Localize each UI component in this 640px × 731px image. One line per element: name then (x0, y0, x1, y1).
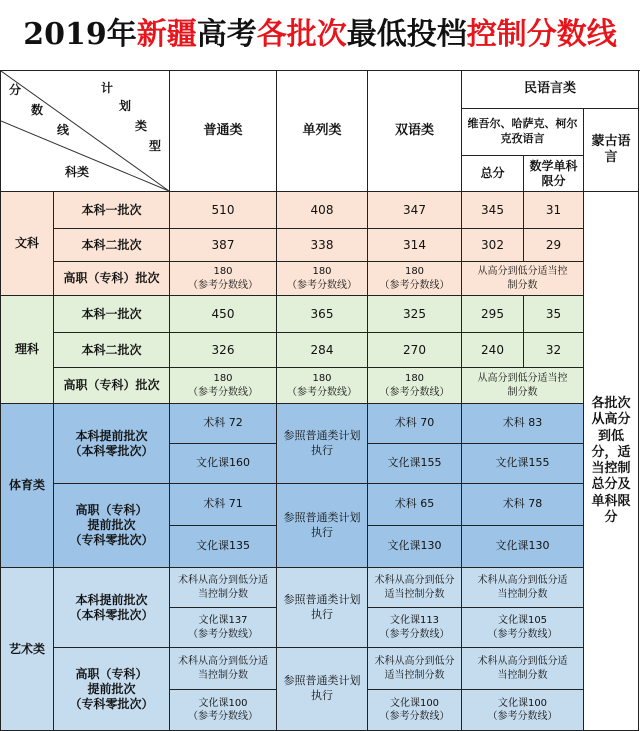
tiyu-gz-shuangyu-shuke: 术科 65 (368, 484, 462, 526)
yishu-gz-minyu-shuke: 术科从高分到低分适当控制分数 (462, 648, 584, 690)
yishu-batch-gz: 高职（专科） 提前批次 （专科零批次） (54, 648, 170, 731)
wenke-b1-shuxue: 31 (524, 192, 584, 229)
yishu-tq-shuangyu-wenhua: 文化课113 （参考分数线） (368, 608, 462, 648)
like-b2-shuxue: 32 (524, 333, 584, 368)
yishu-gz-danlie: 参照普通类计划执行 (277, 648, 368, 731)
title-batches: 各批次 (256, 17, 347, 52)
tiyu-batch-gz: 高职（专科） 提前批次 （专科零批次） (54, 484, 170, 568)
yishu-tq-shuangyu-shuke: 术科从高分到低分适当控制分数 (368, 568, 462, 608)
yishu-tq-danlie: 参照普通类计划执行 (277, 568, 368, 648)
corner-right-char-4: 型 (149, 139, 162, 153)
tiyu-gz-putong-shuke: 术科 71 (170, 484, 277, 526)
wenke-gz-putong: 180 （参考分数线） (170, 262, 277, 296)
corner-header (1, 71, 170, 192)
tiyu-batch-tq: 本科提前批次 （本科零批次） (54, 404, 170, 484)
yishu-gz-putong-shuke: 术科从高分到低分适当控制分数 (170, 648, 277, 690)
wenke-b1-shuangyu: 347 (368, 192, 462, 229)
title-year: 2019年 (23, 17, 137, 52)
wenke-b2-shuangyu: 314 (368, 229, 462, 262)
title-region: 新疆 (136, 17, 197, 52)
wenke-batch-1: 本科一批次 (54, 192, 170, 229)
header-putong: 普通类 (170, 71, 277, 192)
tiyu-tq-putong-wenhua: 文化课160 (170, 444, 277, 484)
like-b1-shuangyu: 325 (368, 296, 462, 333)
tiyu-gz-minyu-shuke: 术科 78 (462, 484, 584, 526)
tiyu-tq-minyu-wenhua: 文化课155 (462, 444, 584, 484)
wenke-batch-gz: 高职（专科）批次 (54, 262, 170, 296)
like-gz-putong: 180 （参考分数线） (170, 368, 277, 404)
wenke-batch-2: 本科二批次 (54, 229, 170, 262)
like-b2-danlie: 284 (277, 333, 368, 368)
header-minyu-languages: 维吾尔、哈萨克、柯尔克孜语言 (462, 109, 584, 156)
wenke-b1-danlie: 408 (277, 192, 368, 229)
category-tiyu: 体育类 (1, 404, 54, 568)
wenke-gz-minyu: 从高分到低分适当控制分数 (462, 262, 584, 296)
header-zongfen: 总分 (462, 156, 524, 192)
category-yishu: 艺术类 (1, 568, 54, 731)
yishu-tq-minyu-shuke: 术科从高分到低分适当控制分数 (462, 568, 584, 608)
category-wenke: 文科 (1, 192, 54, 296)
wenke-b2-putong: 387 (170, 229, 277, 262)
header-shuxue-limit: 数学单科限分 (524, 156, 584, 192)
title-lowest: 最低投档 (346, 17, 467, 52)
corner-right-char-1: 计 (101, 81, 114, 95)
yishu-batch-tq: 本科提前批次 （本科零批次） (54, 568, 170, 648)
wenke-b2-zongfen: 302 (462, 229, 524, 262)
yishu-tq-putong-wenhua: 文化课137 （参考分数线） (170, 608, 277, 648)
header-shuangyu: 双语类 (368, 71, 462, 192)
yishu-gz-putong-wenhua: 文化课100 （参考分数线） (170, 690, 277, 731)
tiyu-gz-putong-wenhua: 文化课135 (170, 526, 277, 568)
like-b2-zongfen: 240 (462, 333, 524, 368)
wenke-b1-putong: 510 (170, 192, 277, 229)
yishu-tq-minyu-wenhua: 文化课105 （参考分数线） (462, 608, 584, 648)
corner-right-char-3: 类 (135, 119, 148, 133)
corner-bottom-label: 科类 (65, 165, 90, 179)
header-menggu: 蒙古语言 (584, 109, 639, 192)
like-b2-shuangyu: 270 (368, 333, 462, 368)
like-gz-danlie: 180 （参考分数线） (277, 368, 368, 404)
corner-right-char-2: 划 (119, 99, 132, 113)
tiyu-tq-putong-shuke: 术科 72 (170, 404, 277, 444)
wenke-gz-shuangyu: 180 （参考分数线） (368, 262, 462, 296)
like-batch-gz: 高职（专科）批次 (54, 368, 170, 404)
tiyu-gz-shuangyu-wenhua: 文化课130 (368, 526, 462, 568)
tiyu-tq-shuangyu-wenhua: 文化课155 (368, 444, 462, 484)
header-danlie: 单列类 (277, 71, 368, 192)
yishu-gz-shuangyu-wenhua: 文化课100 （参考分数线） (368, 690, 462, 731)
wenke-b1-zongfen: 345 (462, 192, 524, 229)
like-batch-1: 本科一批次 (54, 296, 170, 333)
tiyu-tq-shuangyu-shuke: 术科 70 (368, 404, 462, 444)
like-b1-danlie: 365 (277, 296, 368, 333)
corner-left-char-1: 分 (9, 83, 22, 97)
wenke-b2-danlie: 338 (277, 229, 368, 262)
corner-left-char-2: 数 (31, 103, 44, 117)
wenke-gz-danlie: 180 （参考分数线） (277, 262, 368, 296)
category-like: 理科 (1, 296, 54, 404)
like-b1-zongfen: 295 (462, 296, 524, 333)
tiyu-gz-danlie: 参照普通类计划执行 (277, 484, 368, 568)
yishu-gz-shuangyu-shuke: 术科从高分到低分适当控制分数 (368, 648, 462, 690)
like-b1-putong: 450 (170, 296, 277, 333)
tiyu-tq-danlie: 参照普通类计划执行 (277, 404, 368, 484)
page-title (0, 0, 640, 70)
like-b2-putong: 326 (170, 333, 277, 368)
like-batch-2: 本科二批次 (54, 333, 170, 368)
like-b1-shuxue: 35 (524, 296, 584, 333)
wenke-b2-shuxue: 29 (524, 229, 584, 262)
title-control-line: 控制分数线 (466, 17, 617, 52)
header-minyu: 民语言类 (462, 71, 639, 109)
title-exam: 高考 (196, 17, 257, 52)
yishu-gz-minyu-wenhua: 文化课100 （参考分数线） (462, 690, 584, 731)
menggu-note: 各批次从高分到低分，适当控制总分及单科限分 (584, 192, 639, 731)
corner-left-char-3: 线 (57, 123, 70, 137)
tiyu-tq-minyu-shuke: 术科 83 (462, 404, 584, 444)
like-gz-minyu: 从高分到低分适当控制分数 (462, 368, 584, 404)
yishu-tq-putong-shuke: 术科从高分到低分适当控制分数 (170, 568, 277, 608)
tiyu-gz-minyu-wenhua: 文化课130 (462, 526, 584, 568)
like-gz-shuangyu: 180 （参考分数线） (368, 368, 462, 404)
